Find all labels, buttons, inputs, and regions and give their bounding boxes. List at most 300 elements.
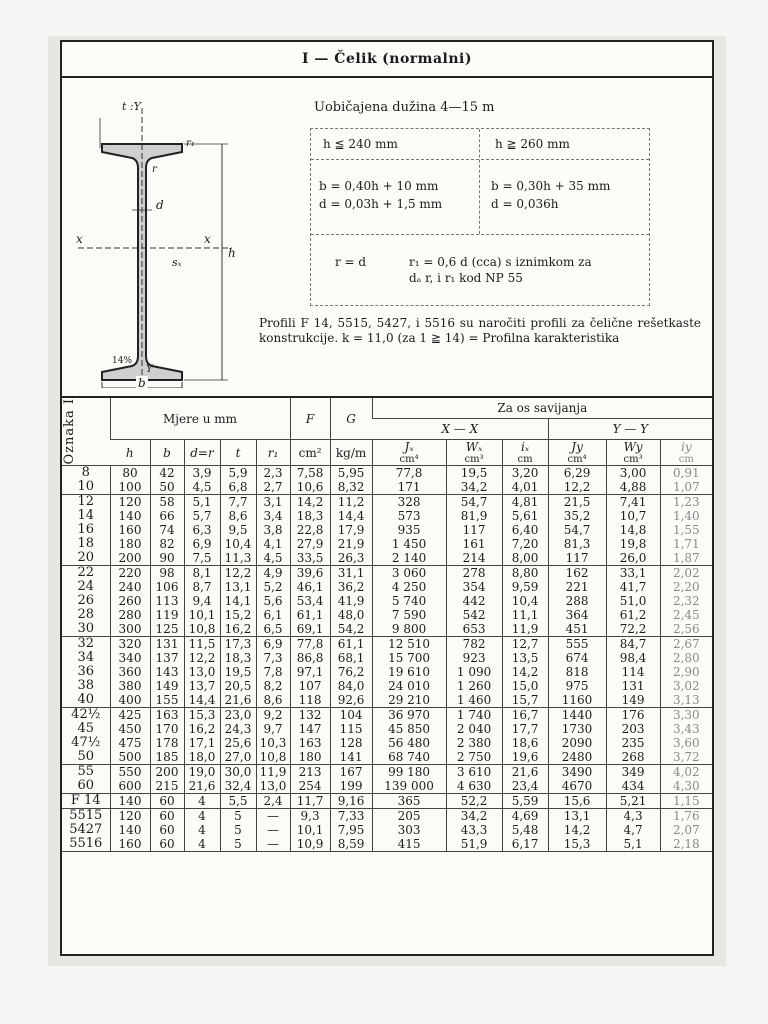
cell-iy: 1,55 <box>672 523 700 537</box>
cell-d: 8,7 <box>192 580 212 594</box>
cell-t: 10,4 <box>224 537 252 551</box>
col-b <box>150 794 184 809</box>
col-G <box>330 809 372 852</box>
cell-Jx: 1 450 <box>391 537 427 551</box>
col-oznaka <box>62 794 110 809</box>
cell-F: 61,1 <box>296 608 324 622</box>
col-d <box>184 466 220 495</box>
cell-iy: 2,45 <box>672 608 700 622</box>
cell-b: 163 <box>155 708 179 722</box>
col-Wx <box>446 809 502 852</box>
cell-h: 400 <box>118 693 142 707</box>
cell-ix: 18,6 <box>511 736 539 750</box>
col-ix <box>502 566 548 637</box>
cell-Wx: 4 630 <box>456 779 492 793</box>
cell-h: 200 <box>118 551 142 565</box>
profile-note: Profili F 14, 5515, 5427, i 5516 su naročiti profili za čelične rešetkaste konstrukcije. k = 11,0 (za 1 ≧ 14) = Profilna karakteristika <box>259 316 701 345</box>
cell-Jx: 328 <box>397 495 421 509</box>
cell-oznaka: 14 <box>77 508 95 523</box>
col-Wy <box>606 708 660 765</box>
cell-t: 24,3 <box>224 722 252 736</box>
cell-Wy: 114 <box>621 665 645 679</box>
col-b <box>150 708 184 765</box>
cell-t: 21,6 <box>224 693 252 707</box>
col-b <box>150 566 184 637</box>
cell-iy: 2,18 <box>672 837 700 851</box>
cell-F: 9,3 <box>300 809 320 823</box>
cell-b: 82 <box>159 537 175 551</box>
cell-iy: 3,30 <box>672 708 700 722</box>
cell-F: 147 <box>298 722 322 736</box>
col-r1 <box>256 809 290 852</box>
cell-Jx: 415 <box>397 837 421 851</box>
cell-F: 39,6 <box>296 566 324 580</box>
col-Wy <box>606 809 660 852</box>
col-iy <box>660 466 712 495</box>
cell-Jx: 205 <box>397 809 421 823</box>
cell-r1: 7,8 <box>263 665 283 679</box>
cell-b: 185 <box>155 750 179 764</box>
cell-Jx: 45 850 <box>388 722 431 736</box>
cell-r1: 11,9 <box>259 765 287 779</box>
cell-Wx: 2 380 <box>456 736 492 750</box>
col-Jy <box>548 809 606 852</box>
cell-d: 11,5 <box>188 637 216 651</box>
col-oznaka <box>62 708 110 765</box>
cell-ix: 19,6 <box>511 750 539 764</box>
col-Wx <box>446 794 502 809</box>
cell-Wx: 1 460 <box>456 693 492 707</box>
cell-r1: 6,9 <box>263 637 283 651</box>
cell-d: 6,9 <box>192 537 212 551</box>
cell-oznaka: 28 <box>77 607 95 622</box>
table-row-group <box>62 794 712 809</box>
col-G <box>330 495 372 566</box>
cell-iy: 1,40 <box>672 509 700 523</box>
cell-Wy: 4,88 <box>619 480 647 494</box>
col-oznaka <box>62 637 110 708</box>
cell-b: 119 <box>155 608 179 622</box>
cell-G: 17,9 <box>337 523 365 537</box>
cell-G: 41,9 <box>337 594 365 608</box>
cell-h: 140 <box>118 823 142 837</box>
cell-ix: 13,5 <box>511 651 539 665</box>
cell-t: 13,1 <box>224 580 252 594</box>
cell-r1: 5,6 <box>263 594 283 608</box>
cell-iy: 1,07 <box>672 480 700 494</box>
cell-Wx: 542 <box>462 608 486 622</box>
cell-iy: 1,76 <box>672 809 700 823</box>
cell-t: 14,1 <box>224 594 252 608</box>
cell-G: 11,2 <box>337 495 365 509</box>
col-b <box>150 466 184 495</box>
col-d <box>184 566 220 637</box>
cell-F: 53,4 <box>296 594 324 608</box>
cell-Jy: 81,3 <box>563 537 591 551</box>
cell-t: 19,5 <box>224 665 252 679</box>
cell-t: 30,0 <box>224 765 252 779</box>
cell-Jx: 77,8 <box>395 466 423 480</box>
cell-d: 8,1 <box>192 566 212 580</box>
cell-Jy: 1730 <box>561 722 593 736</box>
cell-d: 6,3 <box>192 523 212 537</box>
cell-b: 60 <box>159 823 175 837</box>
cell-r1: 9,2 <box>263 708 283 722</box>
cell-Wy: 10,7 <box>619 509 647 523</box>
cell-ix: 7,20 <box>511 537 539 551</box>
cell-h: 140 <box>118 794 142 808</box>
cell-iy: 3,60 <box>672 736 700 750</box>
cell-Jy: 674 <box>565 651 589 665</box>
col-h <box>110 495 150 566</box>
cell-h: 320 <box>118 637 142 651</box>
cell-oznaka: 34 <box>77 650 95 665</box>
cell-Jy: 3490 <box>561 765 593 779</box>
cell-G: 48,0 <box>337 608 365 622</box>
col-iy <box>660 566 712 637</box>
col-Jx <box>372 637 446 708</box>
header-d: d=r <box>184 440 220 466</box>
header-ix: iₓ cm <box>502 440 548 466</box>
cell-Wx: 43,3 <box>460 823 488 837</box>
cell-h: 260 <box>118 594 142 608</box>
cell-d: 13,7 <box>188 679 216 693</box>
cell-d: 4 <box>198 809 206 823</box>
cell-oznaka: 36 <box>77 664 95 679</box>
col-Wy <box>606 495 660 566</box>
cell-h: 600 <box>118 779 142 793</box>
cell-ix: 15,0 <box>511 679 539 693</box>
cell-oznaka: 5516 <box>69 836 103 851</box>
col-Wy <box>606 637 660 708</box>
col-Jx <box>372 466 446 495</box>
cell-ix: 11,1 <box>511 608 539 622</box>
col-G <box>330 765 372 794</box>
cell-t: 5,5 <box>228 794 248 808</box>
cell-Jx: 573 <box>397 509 421 523</box>
cell-d: 4 <box>198 837 206 851</box>
col-ix <box>502 809 548 852</box>
col-Jy <box>548 765 606 794</box>
col-r1 <box>256 637 290 708</box>
col-h <box>110 637 150 708</box>
cell-d: 14,4 <box>188 693 216 707</box>
cell-Jx: 9 800 <box>391 622 427 636</box>
cell-Wy: 235 <box>621 736 645 750</box>
col-oznaka <box>62 466 110 495</box>
cell-b: 90 <box>159 551 175 565</box>
header-F: F <box>290 398 330 440</box>
cell-d: 10,1 <box>188 608 216 622</box>
cell-d: 13,0 <box>188 665 216 679</box>
cell-Wx: 3 610 <box>456 765 492 779</box>
col-Wy <box>606 566 660 637</box>
cell-ix: 4,81 <box>511 495 539 509</box>
cell-G: 199 <box>339 779 363 793</box>
cell-r1: 3,4 <box>263 509 283 523</box>
header-iy: iy cm <box>660 440 712 466</box>
cell-d: 19,0 <box>188 765 216 779</box>
cell-b: 50 <box>159 480 175 494</box>
col-d <box>184 794 220 809</box>
cell-t: 32,4 <box>224 779 252 793</box>
formula-r1-cont: dₐ r, i r₁ kod NP 55 <box>409 271 523 285</box>
cell-Wy: 51,0 <box>619 594 647 608</box>
header-b: b <box>150 440 184 466</box>
cell-F: 7,58 <box>296 466 324 480</box>
cell-G: 76,2 <box>337 665 365 679</box>
col-G <box>330 708 372 765</box>
col-r1 <box>256 708 290 765</box>
cell-Jx: 36 970 <box>388 708 431 722</box>
cell-iy: 1,15 <box>672 794 700 808</box>
cell-F: 97,1 <box>296 665 324 679</box>
cell-ix: 10,4 <box>511 594 539 608</box>
cell-Wx: 923 <box>462 651 486 665</box>
cell-Jy: 1160 <box>561 693 593 707</box>
cell-t: 7,7 <box>228 495 248 509</box>
label-y-bottom: Y <box>146 364 153 375</box>
cell-r1: 9,7 <box>263 722 283 736</box>
cell-G: 167 <box>339 765 363 779</box>
col-h <box>110 466 150 495</box>
cell-Jx: 303 <box>397 823 421 837</box>
cell-F: 107 <box>298 679 322 693</box>
cell-ix: 6,40 <box>511 523 539 537</box>
cell-Jy: 288 <box>565 594 589 608</box>
col-Jy <box>548 708 606 765</box>
header-F-unit: cm² <box>290 440 330 466</box>
cell-oznaka: 40 <box>77 692 95 707</box>
cell-ix: 17,7 <box>511 722 539 736</box>
cell-G: 8,59 <box>337 837 365 851</box>
cell-d: 10,8 <box>188 622 216 636</box>
cell-oznaka: 60 <box>77 778 95 793</box>
table-row-group <box>62 809 712 852</box>
header-G: G <box>330 398 372 440</box>
cell-F: 10,9 <box>296 837 324 851</box>
col-d <box>184 637 220 708</box>
col-Wx <box>446 566 502 637</box>
col-oznaka <box>62 765 110 794</box>
top-section <box>62 78 712 398</box>
col-d <box>184 495 220 566</box>
cell-Jx: 29 210 <box>388 693 431 707</box>
cell-oznaka: 12 <box>77 494 95 509</box>
cell-d: 3,9 <box>192 466 212 480</box>
cell-h: 425 <box>118 708 142 722</box>
cell-oznaka: 5427 <box>69 822 103 837</box>
cell-Wx: 161 <box>462 537 486 551</box>
cell-Wy: 4,3 <box>623 809 643 823</box>
cell-Jy: 6,29 <box>563 466 591 480</box>
cell-h: 160 <box>118 523 142 537</box>
cell-iy: 2,20 <box>672 580 700 594</box>
cell-Jy: 12,2 <box>563 480 591 494</box>
col-h <box>110 765 150 794</box>
cell-Jx: 4 250 <box>391 580 427 594</box>
col-iy <box>660 765 712 794</box>
cell-b: 143 <box>155 665 179 679</box>
col-F <box>290 809 330 852</box>
cell-Wy: 19,8 <box>619 537 647 551</box>
header-oznaka-cell <box>62 398 110 466</box>
col-Wy <box>606 765 660 794</box>
cell-F: 11,7 <box>296 794 324 808</box>
col-Wx <box>446 765 502 794</box>
cell-h: 120 <box>118 495 142 509</box>
col-t <box>220 809 256 852</box>
cell-Jy: 54,7 <box>563 523 591 537</box>
col-F <box>290 466 330 495</box>
header-Jx: Jₓ cm⁴ <box>372 440 446 466</box>
cell-Jy: 13,1 <box>563 809 591 823</box>
col-b <box>150 637 184 708</box>
cell-Wy: 4,7 <box>623 823 643 837</box>
col-ix <box>502 794 548 809</box>
col-Wy <box>606 794 660 809</box>
col-Jx <box>372 495 446 566</box>
cell-iy: 2,07 <box>672 823 700 837</box>
cell-r1: 4,5 <box>263 551 283 565</box>
cell-Wy: 176 <box>621 708 645 722</box>
cell-Wx: 214 <box>462 551 486 565</box>
col-Jy <box>548 566 606 637</box>
cell-Jy: 818 <box>565 665 589 679</box>
cell-b: 137 <box>155 651 179 665</box>
cell-b: 74 <box>159 523 175 537</box>
header-G-unit: kg/m <box>330 440 372 466</box>
cell-G: 92,6 <box>337 693 365 707</box>
col-b <box>150 765 184 794</box>
cell-Jx: 56 480 <box>388 736 431 750</box>
cell-r1: 4,9 <box>263 566 283 580</box>
cell-h: 120 <box>118 809 142 823</box>
cell-r1: 3,1 <box>263 495 283 509</box>
cell-h: 220 <box>118 566 142 580</box>
cell-d: 17,1 <box>188 736 216 750</box>
cell-iy: 3,43 <box>672 722 700 736</box>
cell-G: 68,1 <box>337 651 365 665</box>
label-top: t :Y <box>122 100 141 113</box>
cell-h: 450 <box>118 722 142 736</box>
col-t <box>220 466 256 495</box>
cell-r1: 8,2 <box>263 679 283 693</box>
cell-t: 20,5 <box>224 679 252 693</box>
cell-oznaka: 30 <box>77 621 95 636</box>
formula-col1-d: d = 0,03h + 1,5 mm <box>319 197 443 211</box>
cell-Wx: 1 090 <box>456 665 492 679</box>
cell-iy: 1,71 <box>672 537 700 551</box>
cell-Jx: 12 510 <box>388 637 431 651</box>
cell-Wy: 3,00 <box>619 466 647 480</box>
cell-b: 125 <box>155 622 179 636</box>
col-iy <box>660 809 712 852</box>
col-ix <box>502 466 548 495</box>
cell-t: 5 <box>234 837 242 851</box>
col-Wy <box>606 466 660 495</box>
cell-iy: 2,67 <box>672 637 700 651</box>
cell-Wy: 41,7 <box>619 580 647 594</box>
cell-oznaka: 18 <box>77 536 95 551</box>
cell-F: 10,6 <box>296 480 324 494</box>
cell-b: 98 <box>159 566 175 580</box>
cell-b: 149 <box>155 679 179 693</box>
cell-ix: 16,7 <box>511 708 539 722</box>
cell-iy: 3,02 <box>672 679 700 693</box>
cell-iy: 3,72 <box>672 750 700 764</box>
cell-F: 180 <box>298 750 322 764</box>
cell-oznaka: 20 <box>77 550 95 565</box>
cell-Jy: 1440 <box>561 708 593 722</box>
formula-box <box>310 128 650 306</box>
cell-iy: 1,87 <box>672 551 700 565</box>
col-r1 <box>256 566 290 637</box>
cell-b: 113 <box>155 594 179 608</box>
header-za-os: Za os savijanja <box>372 398 712 419</box>
cell-Wy: 26,0 <box>619 551 647 565</box>
formula-col2-head: h ≧ 260 mm <box>495 137 570 151</box>
cell-G: 14,4 <box>337 509 365 523</box>
col-iy <box>660 708 712 765</box>
label-r: r <box>152 164 157 175</box>
cell-Wx: 354 <box>462 580 486 594</box>
cell-h: 550 <box>118 765 142 779</box>
cell-h: 80 <box>122 466 138 480</box>
cell-r1: 4,1 <box>263 537 283 551</box>
cell-b: 170 <box>155 722 179 736</box>
cell-Wx: 1 260 <box>456 679 492 693</box>
cell-Wx: 81,9 <box>460 509 488 523</box>
col-iy <box>660 794 712 809</box>
cell-r1: 3,8 <box>263 523 283 537</box>
cell-Jy: 14,2 <box>563 823 591 837</box>
col-b <box>150 809 184 852</box>
cell-r1: 2,3 <box>263 466 283 480</box>
cell-iy: 2,02 <box>672 566 700 580</box>
cell-ix: 3,20 <box>511 466 539 480</box>
cell-ix: 6,17 <box>511 837 539 851</box>
table-row-group <box>62 566 712 637</box>
cell-oznaka: F 14 <box>70 793 101 808</box>
col-G <box>330 466 372 495</box>
col-Wx <box>446 637 502 708</box>
cell-G: 128 <box>339 736 363 750</box>
col-r1 <box>256 794 290 809</box>
cell-Jy: 2480 <box>561 750 593 764</box>
title-main: I — Čelik <box>302 51 378 67</box>
cell-F: 22,8 <box>296 523 324 537</box>
cell-Jy: 4670 <box>561 779 593 793</box>
cell-b: 178 <box>155 736 179 750</box>
cell-d: 12,2 <box>188 651 216 665</box>
col-t <box>220 566 256 637</box>
cell-F: 118 <box>298 693 322 707</box>
formula-col2-b: b = 0,30h + 35 mm <box>491 179 611 193</box>
cell-h: 500 <box>118 750 142 764</box>
cell-Wy: 14,8 <box>619 523 647 537</box>
col-h <box>110 809 150 852</box>
cell-Jx: 7 590 <box>391 608 427 622</box>
cell-Jx: 5 740 <box>391 594 427 608</box>
cell-F: 69,1 <box>296 622 324 636</box>
cell-oznaka: 5515 <box>69 808 103 823</box>
cell-iy: 4,02 <box>672 765 700 779</box>
cell-G: 8,32 <box>337 480 365 494</box>
col-G <box>330 637 372 708</box>
cell-Jy: 117 <box>565 551 589 565</box>
col-iy <box>660 495 712 566</box>
